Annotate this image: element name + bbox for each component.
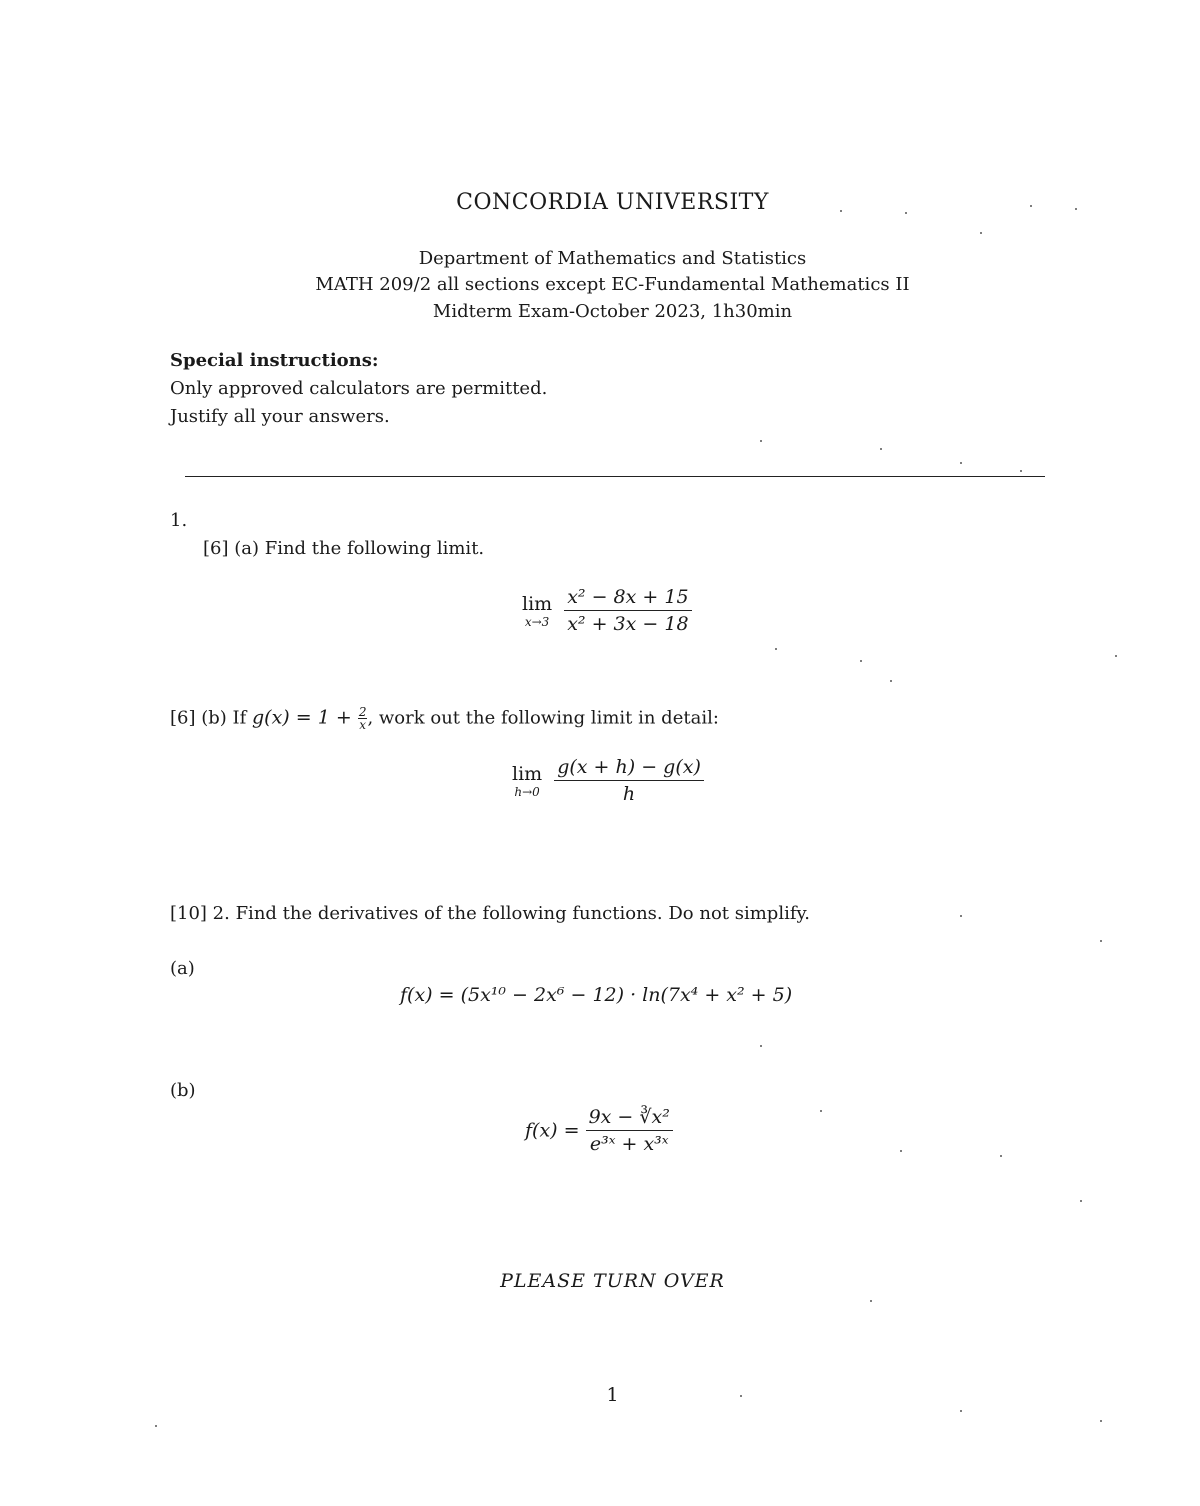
exam-line: Midterm Exam-October 2023, 1h30min [432,301,793,322]
question-1b-prefix: [6] (b) If [170,707,253,729]
department-line: Department of Mathematics and Statistics [418,248,807,269]
question-2a-label: (a) [170,958,195,979]
instruction-justify: Justify all your answers. [170,406,390,427]
instructions-heading: Special instructions: [170,350,379,371]
question-1a-text: [6] (a) Find the following limit. [203,538,485,559]
page-number: 1 [606,1384,619,1406]
question-1a-limit [522,586,692,635]
question-2b-formula [525,1106,673,1155]
limit-fraction [554,756,704,805]
lim-word: lim [522,592,553,615]
fraction-denominator: h [622,783,636,805]
small-frac-num: 2 [358,705,367,719]
formula-lhs: f(x) = [525,1119,586,1142]
question-2b-label: (b) [170,1080,196,1101]
two-over-x [358,706,368,731]
question-1b-suffix: , work out the following limit in detail: [367,707,719,729]
question-1b-limit [512,756,704,805]
turn-over-notice: PLEASE TURN OVER [500,1270,725,1292]
lim-subscript: x→3 [524,614,550,629]
limit-fraction [564,586,691,635]
divider-line [185,476,1045,477]
fraction-numerator: x² − 8x + 15 [564,586,691,611]
limit-operator [512,763,542,799]
g-definition: g(x) = 1 + [252,706,358,729]
formula-fraction [586,1106,673,1155]
fraction-numerator: g(x + h) − g(x) [554,756,704,781]
fraction-numerator: 9x − ∛x² [586,1106,673,1131]
instruction-calculators: Only approved calculators are permitted. [170,378,548,399]
question-2-text: [10] 2. Find the derivatives of the following functions. Do not simplify. [170,903,810,924]
small-frac-den: x [359,718,367,732]
fraction-denominator: e³ˣ + x³ˣ [589,1133,669,1155]
lim-subscript: h→0 [514,784,540,799]
fraction-denominator: x² + 3x − 18 [567,613,689,635]
course-line: MATH 209/2 all sections except EC-Fundamental Mathematics II [315,274,910,295]
question-1-number: 1. [170,510,188,531]
limit-operator [522,593,552,629]
university-title: CONCORDIA UNIVERSITY [456,190,769,215]
question-1b-text [170,706,719,731]
question-2a-formula: f(x) = (5x¹⁰ − 2x⁶ − 12) · ln(7x⁴ + x² + 5) [400,984,793,1006]
lim-word: lim [512,762,543,785]
